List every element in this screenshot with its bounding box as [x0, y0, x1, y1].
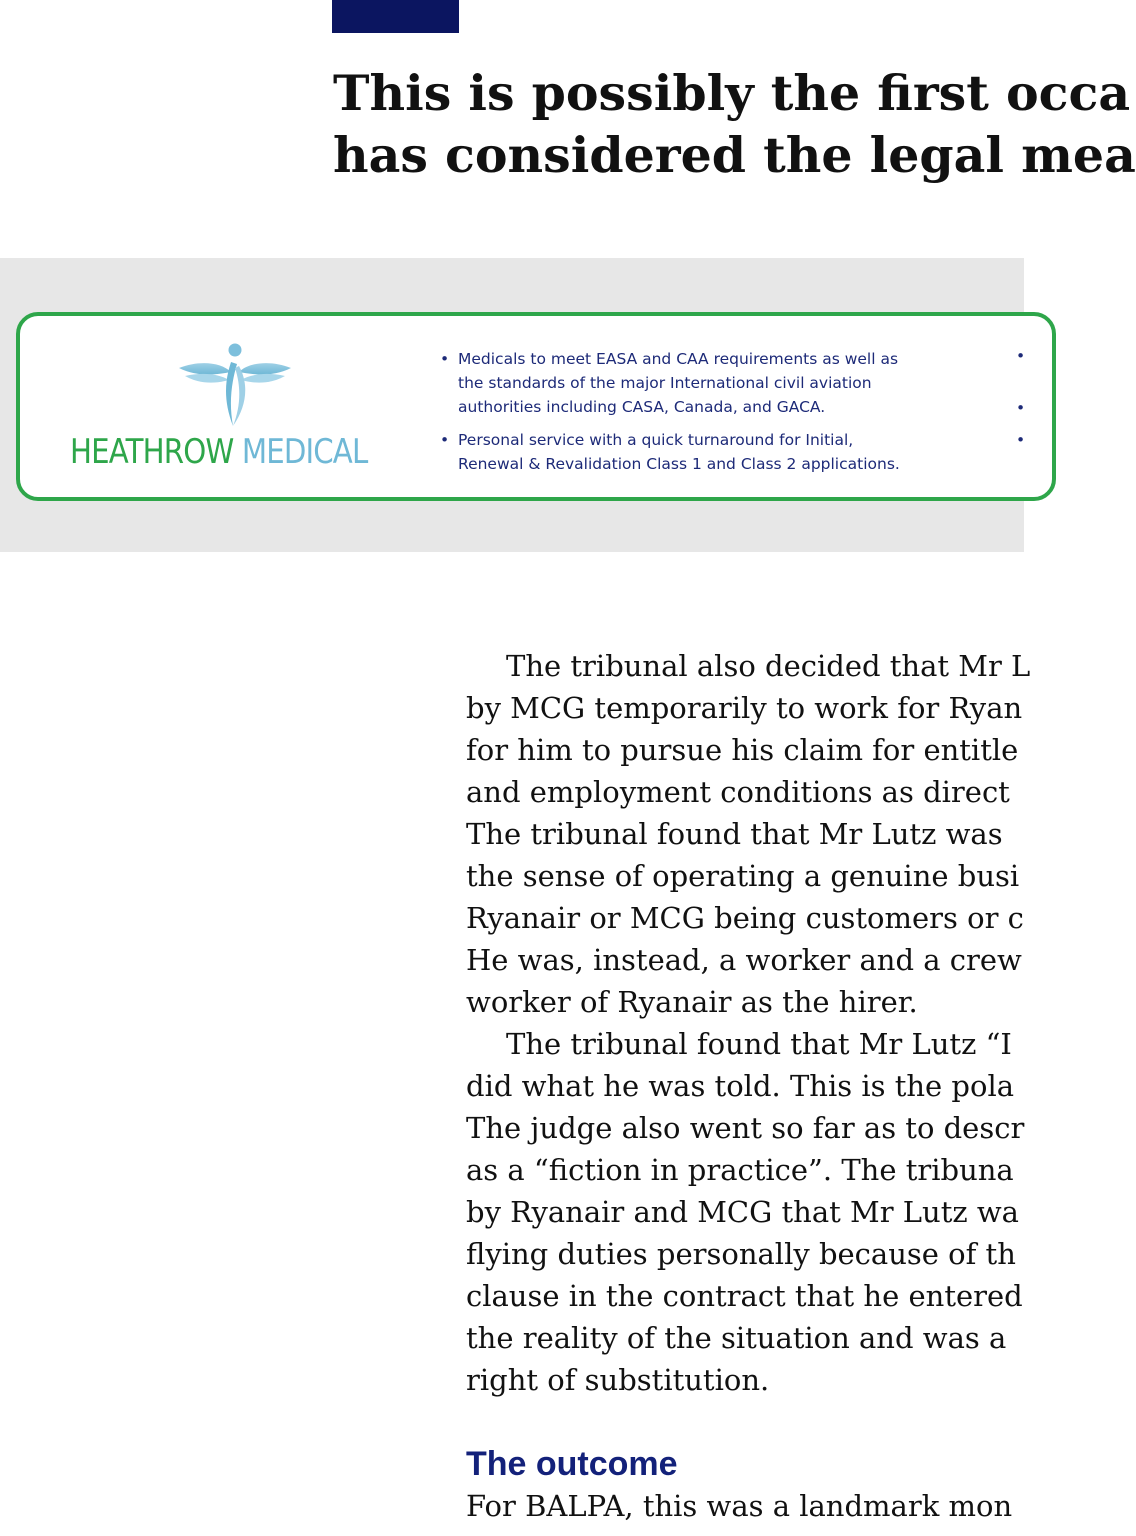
article-line: flying duties personally because of th [466, 1237, 1016, 1271]
feature-line: Renewal & Revalidation Class 1 and Class 2 applications. [458, 455, 900, 473]
bullet-icon: • [1016, 431, 1026, 449]
article-line: the sense of operating a genuine busi [466, 859, 1020, 893]
bullet-icon: • [440, 350, 450, 368]
article-body [466, 645, 1031, 1527]
advert-feature-item [440, 347, 1000, 419]
article-line: and employment conditions as direct [466, 775, 1010, 809]
article-line: For BALPA, this was a landmark mon [466, 1489, 1013, 1523]
heathrow-medical-logo[interactable] [70, 338, 400, 478]
brand-name [70, 432, 367, 472]
article-line: worker of Ryanair as the hirer. [466, 985, 918, 1019]
article-line: by Ryanair and MCG that Mr Lutz wa [466, 1195, 1019, 1229]
pull-quote-line: This is possibly the first occa [333, 64, 1131, 122]
feature-line: Medicals to meet EASA and CAA requirements as well as [458, 350, 899, 368]
article-line: the reality of the situation and was a [466, 1321, 1007, 1355]
brand-word-heathrow: HEATHROW [70, 432, 234, 472]
caduceus-wings-icon [175, 340, 295, 432]
article-line: did what he was told. This is the pola [466, 1069, 1015, 1103]
accent-bar [332, 0, 459, 33]
article-line: right of substitution. [466, 1363, 770, 1397]
bullet-icon: • [1016, 347, 1026, 365]
feature-line: the standards of the major International civil aviation [458, 374, 872, 392]
article-line: by MCG temporarily to work for Ryan [466, 691, 1023, 725]
paragraph-gap [466, 1401, 1024, 1443]
pull-quote [333, 62, 1136, 192]
article-line: as a “fiction in practice”. The tribuna [466, 1153, 1014, 1187]
article-line: for him to pursue his claim for entitle [466, 733, 1019, 767]
article-line: He was, instead, a worker and a crew [466, 943, 1022, 977]
section-heading: The outcome [466, 1445, 678, 1483]
article-line: The tribunal also decided that Mr L [506, 649, 1031, 683]
article-line: Ryanair or MCG being customers or c [466, 901, 1024, 935]
brand-word-medical: MEDICAL [241, 432, 368, 472]
advert-feature-item [440, 428, 1000, 476]
bullet-icon: • [1016, 399, 1026, 417]
article-line: The tribunal found that Mr Lutz “I [506, 1027, 1012, 1061]
advert-feature-list [440, 347, 1000, 485]
pull-quote-line: has considered the legal mea [333, 126, 1136, 184]
article-line: clause in the contract that he entered [466, 1279, 1023, 1313]
feature-line: authorities including CASA, Canada, and GACA. [458, 398, 826, 416]
article-line: The judge also went so far as to descr [466, 1111, 1025, 1145]
feature-line: Personal service with a quick turnaround for Initial, [458, 431, 854, 449]
bullet-icon: • [440, 431, 450, 449]
article-line: The tribunal found that Mr Lutz was [466, 817, 1003, 851]
